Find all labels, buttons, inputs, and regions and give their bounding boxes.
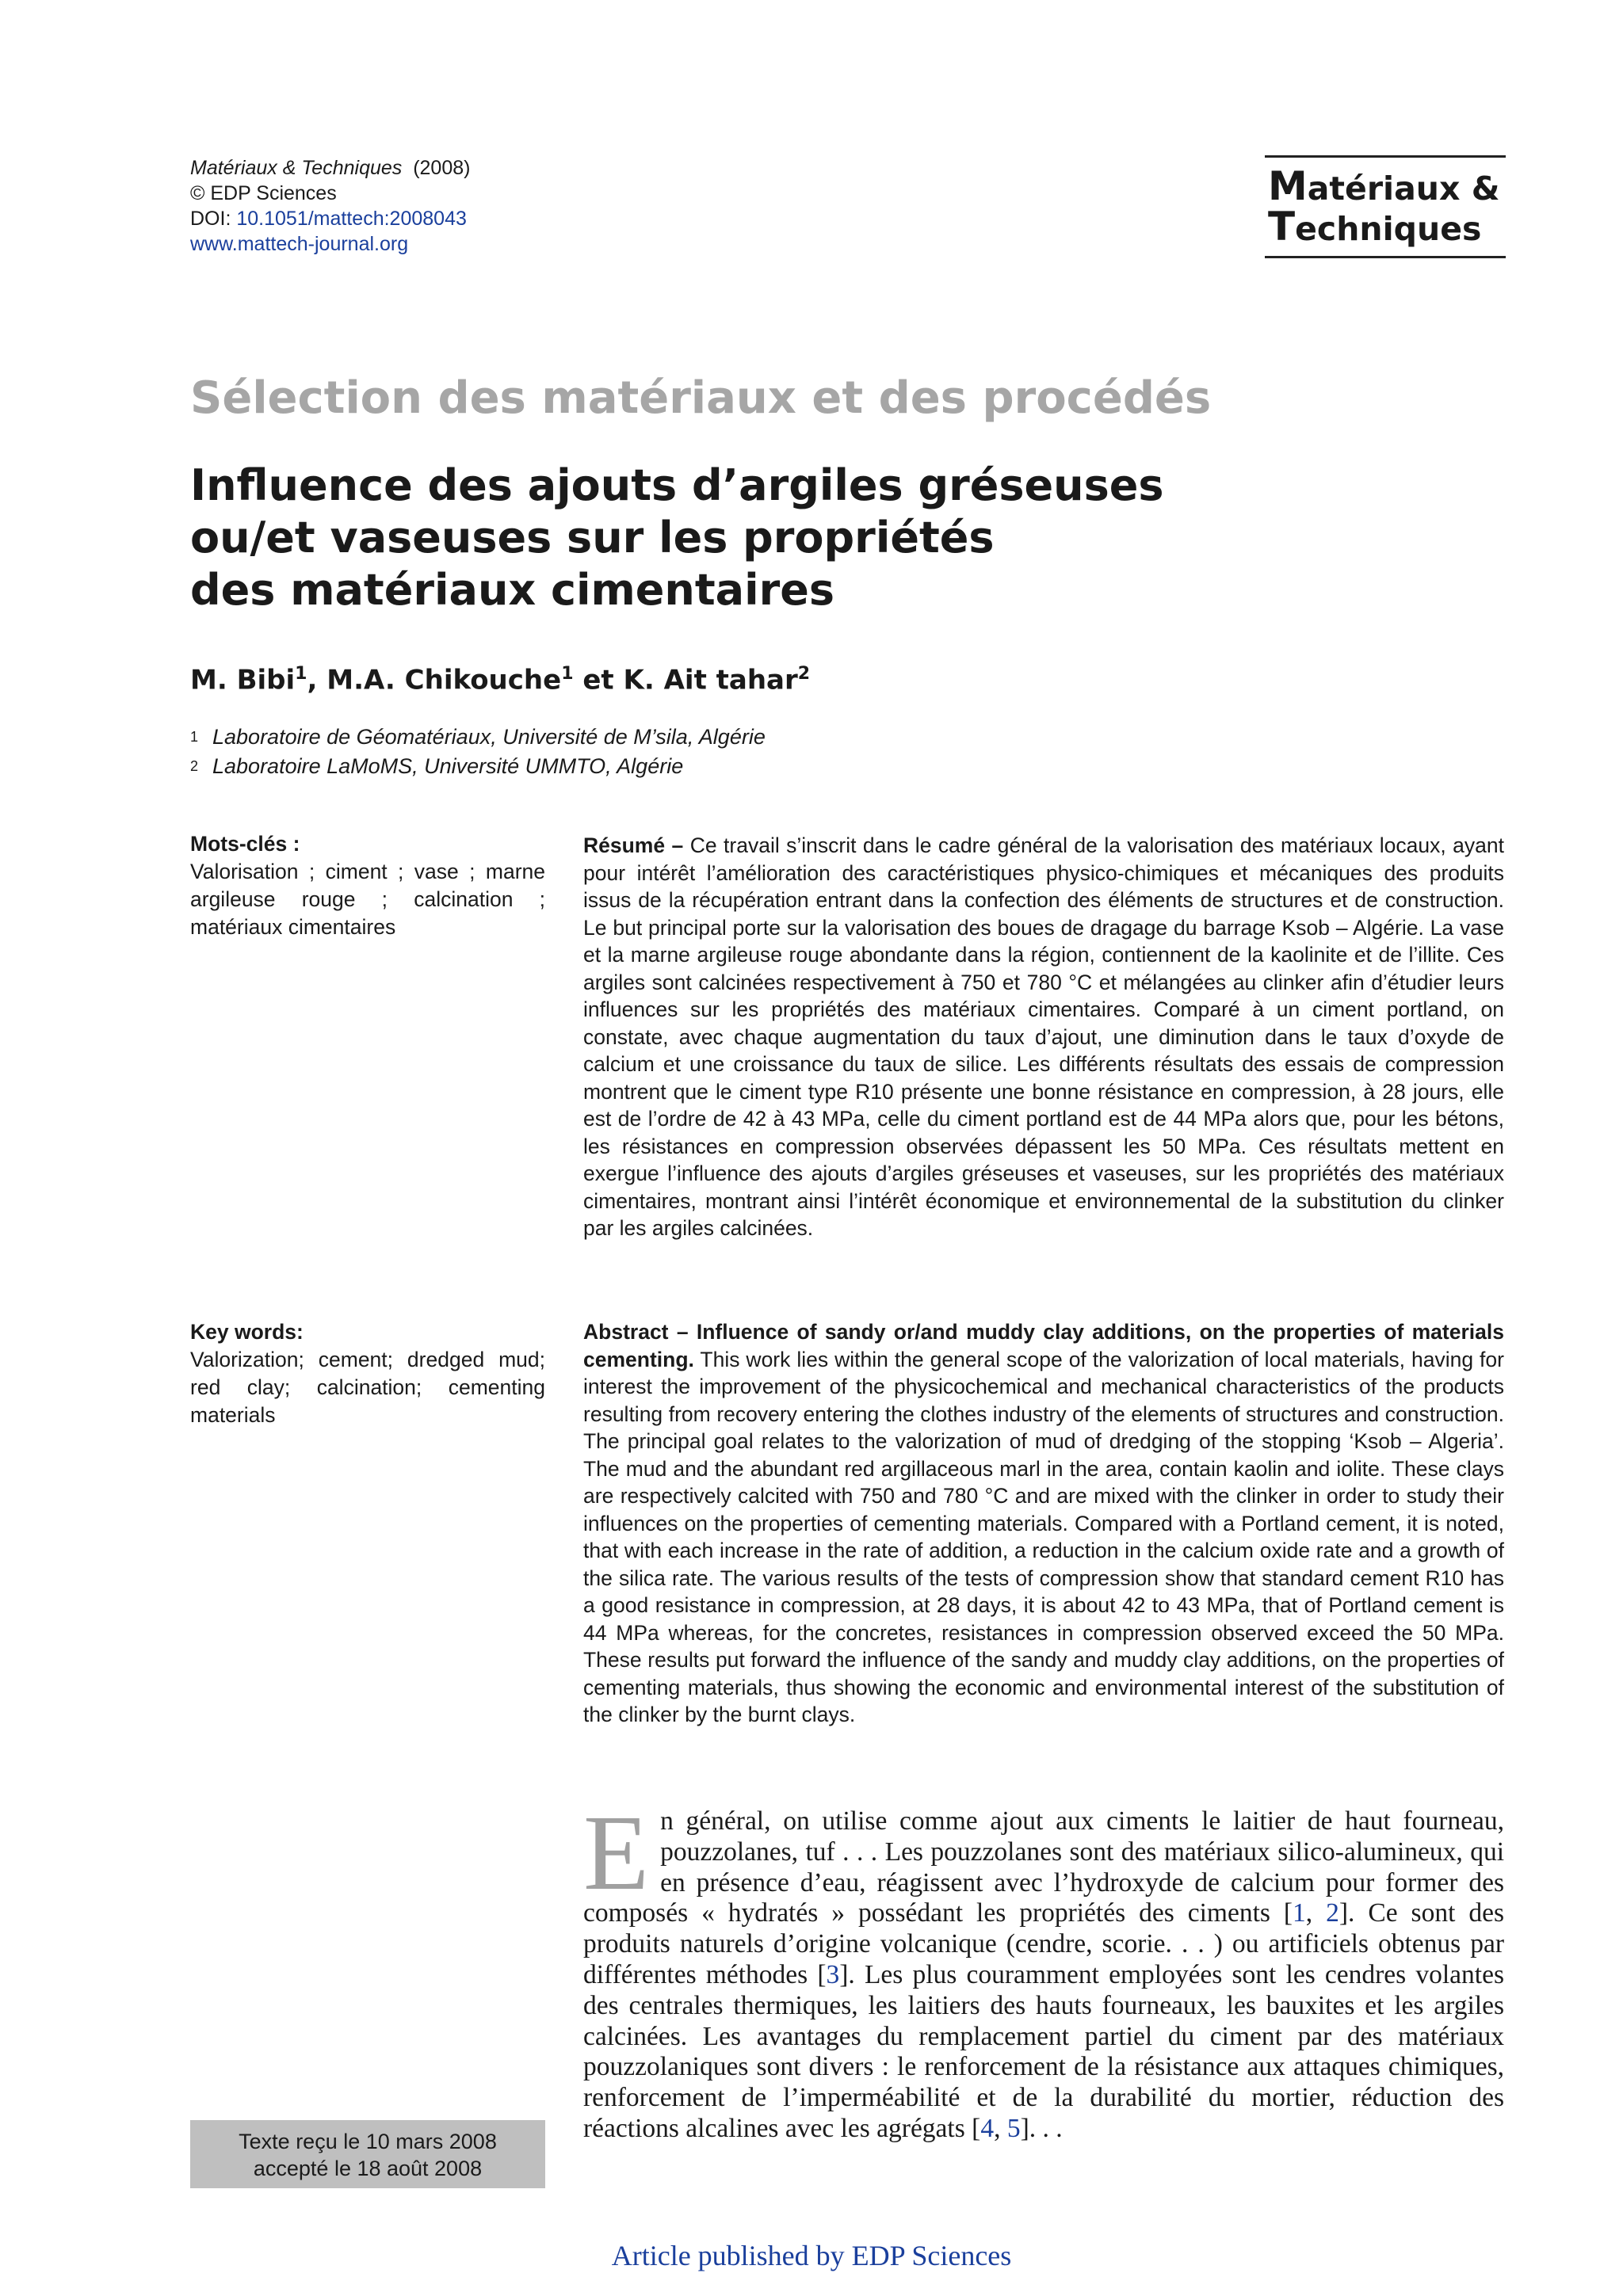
author-sep-1: ,: [307, 664, 327, 696]
affiliations: [190, 723, 766, 781]
journal-citation: [190, 155, 470, 181]
authors: [190, 664, 810, 696]
keywords-en-label: Key words:: [190, 1320, 304, 1344]
title-line-1: Influence des ajouts d’argiles gréseuses: [190, 460, 1164, 510]
article-title: [190, 460, 1379, 616]
keywords-fr: [190, 830, 545, 941]
body-comma-2: ,: [994, 2113, 1007, 2143]
accepted-date: accepté le 18 août 2008: [253, 2157, 483, 2180]
journal-header: [190, 155, 470, 257]
reference-link-3[interactable]: 3: [826, 1959, 840, 1989]
journal-logo: [1265, 155, 1506, 258]
body-paragraph: [583, 1794, 1504, 2145]
keywords-en-text: Valorization; cement; dredged mud; red clay; calcination; cementing materials: [190, 1348, 545, 1427]
body-part-3: ]. Les plus couramment employées sont les cendres volantes des centrales thermiques, les laitiers des hauts fourneaux, les bauxites et les argiles calcinées. Les avantages du remplacement partiel du ciment par des matériaux pouzzolaniques sont divers : le renforcement de la résistance aux attaques chimiques, renforcement de l’imperméabilité et de la durabilité du mortier, réduction des réactions alcalines avec les agrégats [: [583, 1959, 1504, 2143]
author-2-affil: 1: [561, 664, 574, 684]
affiliation-2-num: 2: [190, 758, 199, 774]
author-3-affil: 2: [797, 664, 811, 684]
author-2: M.A. Chikouche: [327, 664, 562, 696]
title-line-2: ou/et vaseuses sur les propriétés: [190, 513, 995, 563]
journal-name: Matériaux & Techniques: [190, 157, 403, 179]
logo-line2: echniques: [1295, 210, 1482, 248]
logo-cap-t: T: [1268, 204, 1296, 250]
body-comma-1: ,: [1305, 1898, 1327, 1928]
doi-line: [190, 206, 470, 231]
journal-website-link[interactable]: www.mattech-journal.org: [190, 233, 409, 255]
abstract-text: This work lies within the general scope of the valorization of local materials, having for interest the improvement of the physicochemical and mechanical characteristics of the products resulting from recovery entering the clothes industry of the elements of structures and construction. The principal goal relates to the valorization of mud of dredging of the stopping ‘Ksob – Algeria’. The mud and the abundant red argillaceous marl in the area, contain kaolin and iolite. These clays are respectively calcited with 750 and 780 °C and are mixed with the clinker in order to study their influences on the properties of cementing materials. Compared with a Portland cement, it is noted, that with each increase in the rate of addition, a reduction in the calcium oxide rate and a growth of the silica rate. The various results of the tests of compression show that standard cement R10 has a good resistance in compression, at 28 days, it is about 42 to 43 MPa, that of Portland cement is 44 MPa whereas, for the concretes, resistances in compression observed exceed the 50 MPa. These results put forward the influence of the sandy and muddy clay additions, on the properties of cementing materials, thus showing the economic and environmental interest of the substitution of the clinker by the burnt clays.: [583, 1347, 1504, 1726]
affiliation-1-num: 1: [190, 729, 199, 745]
reference-link-2[interactable]: 2: [1326, 1898, 1339, 1928]
resume-text: Ce travail s’inscrit dans le cadre général de la valorisation des matériaux locaux, ayant pour intérêt l’amélioration des caractéristiques physico-chimiques et mécaniques des produits issus de la récupération entrant dans la confection des éléments de structures et de construction. Le but principal porte sur la valorisation des boues de dragage du barrage Ksob – Algérie. La vase et la marne argileuse rouge abondante dans la région, contiennent de la kaolinite et de l’illite. Ces argiles sont calcinées respectivement à 750 et 780 °C et mélangées au clinker afin d’étudier leurs influences sur les propriétés des matériaux cimentaires. Comparé à un ciment portland, on constate, avec chaque augmentation du taux d’ajout, une diminution dans le taux d’oxyde de calcium et une croissance du taux de silice. Les différents résultats des essais de compression montrent que le ciment type R10 présente une bonne résistance en compression, à 28 jours, elle est de l’ordre de 42 à 43 MPa, celle du ciment portland est de 44 MPa alors que, pour les bétons, les résistances en compression observées dépassent les 50 MPa. Ces résultats mettent en exergue l’influence des ajouts d’argiles gréseuses et vaseuses, sur les propriétés des matériaux cimentaires, montrant ainsi l’intérêt économique et environnemental de la substitution du clinker par les argiles calcinées.: [583, 833, 1505, 1240]
received-date: Texte reçu le 10 mars 2008: [239, 2130, 497, 2153]
resume: [583, 832, 1504, 1242]
journal-year: (2008): [413, 157, 471, 179]
body-part-2: ]. Ce sont des produits naturels d’origine volcanique (cendre, scorie. . . ) ou artificiels obtenus par différentes méthodes [: [583, 1898, 1504, 1989]
resume-lead: Résumé –: [583, 833, 684, 857]
affiliation-2: [190, 752, 766, 781]
author-3: K. Ait tahar: [623, 664, 798, 696]
received-date-box: [190, 2120, 545, 2188]
keywords-fr-text: Valorisation ; ciment ; vase ; marne argileuse rouge ; calcination ; matériaux cimentaires: [190, 860, 545, 939]
abstract: [583, 1318, 1504, 1729]
body-part-4: ]. . .: [1020, 2113, 1063, 2143]
logo-line1: atériaux &: [1307, 170, 1500, 208]
footer-publisher-link[interactable]: Article published by EDP Sciences: [611, 2240, 1012, 2271]
author-1-affil: 1: [295, 664, 307, 684]
title-line-3: des matériaux cimentaires: [190, 565, 835, 615]
section-label: Sélection des matériaux et des procédés: [190, 372, 1212, 424]
doi-link[interactable]: 10.1051/mattech:2008043: [236, 208, 467, 230]
keywords-en: [190, 1318, 545, 1429]
logo-cap-m: M: [1268, 163, 1308, 209]
reference-link-5[interactable]: 5: [1006, 2113, 1021, 2143]
affiliation-1-text: Laboratoire de Géomatériaux, Université de M’sila, Algérie: [212, 725, 766, 749]
author-sep-2: et: [573, 664, 624, 696]
reference-link-1[interactable]: 1: [1293, 1898, 1306, 1928]
abstract-lead: Abstract – Influence of sandy or/and muddy clay additions, on the properties of materials cementing.: [583, 1320, 1504, 1371]
keywords-fr-label: Mots-clés :: [190, 832, 300, 856]
reference-link-4[interactable]: 4: [980, 2113, 995, 2143]
author-1: M. Bibi: [190, 664, 296, 696]
copyright: © EDP Sciences: [190, 182, 337, 204]
doi-label: DOI:: [190, 208, 231, 230]
drop-cap: E: [583, 1794, 650, 1913]
affiliation-2-text: Laboratoire LaMoMS, Université UMMTO, Algérie: [212, 754, 684, 778]
body-part-1: n général, on utilise comme ajout aux ciments le laitier de haut fourneau, pouzzolanes, tuf . . . Les pouzzolanes sont des matériaux silico-alumineux, qui en présence d’eau, réagissent avec l’hydroxyde de calcium pour former des composés « hydratés » possédant les propriétés des ciments [: [583, 1806, 1504, 1928]
affiliation-1: [190, 723, 766, 752]
